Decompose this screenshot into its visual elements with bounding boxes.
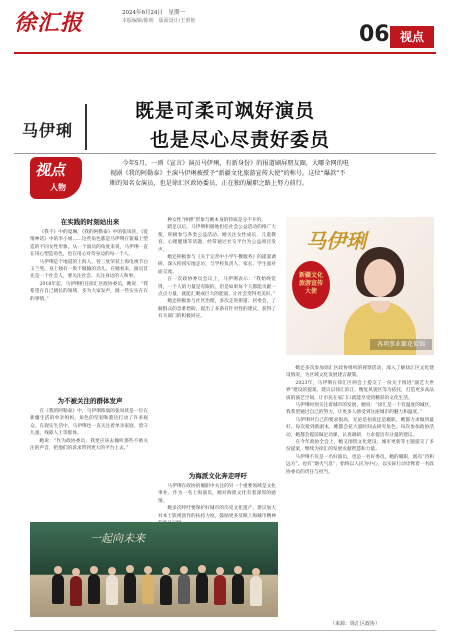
issue-date: 2024年6月24日 星期一 bbox=[122, 10, 185, 16]
badge-subtitle: 人物 bbox=[50, 183, 66, 192]
person-figure bbox=[142, 574, 154, 604]
portrait-photo bbox=[286, 217, 434, 355]
subheading-2: 为不被关注的群体发声 bbox=[57, 397, 123, 405]
paragraph: 踏足以后，马伊琍积极地担任社会公益活动的推广大使，积极参与各类公益活动。她关注女性成长、儿童教育、心理健康等话题，经常通过社交平台为公益项目发声。 bbox=[158, 225, 276, 253]
person-figure bbox=[196, 573, 208, 603]
person-figure bbox=[124, 573, 136, 603]
paragraph: 马伊琍在政协的履职中关注的另一个重要领域是文化事业。作为一名上海演员，她对海派文化有着深厚的感情。 bbox=[158, 484, 276, 504]
paragraph: 她还积极参与《关于完善中小学午餐服务》的提案调研，深入校园实地走访，与学校负责人、家长、学生面对面交流。 bbox=[158, 255, 276, 275]
emblem-text: 新疆文化旅游宣传大使 bbox=[298, 272, 323, 295]
subject-name: 马伊琍 bbox=[22, 121, 74, 140]
paragraph: 2023年，马伊琍在徐汇区两会上提交了一份关于推进“演艺大世界”建设的提案，建议以徐汇滨江、衡复风貌区等为依托，打造更多高品质的演艺空间，让市民在家门口就能享受到精彩的文化生活。 bbox=[286, 380, 434, 401]
badge-title: 视点 bbox=[35, 161, 66, 179]
paragraph: 马伊琍对自己的要求很高，无论是拍戏还是履职，她都力求做到最好。每次接到新剧本，她都会花大量时间去研究角色；每次参加政协活动，她都会提前做足功课，认真调研，力求提出有分量的建议。 bbox=[286, 417, 434, 438]
person-figure bbox=[214, 575, 226, 605]
column-2-text-continued bbox=[158, 483, 276, 527]
headline-line-2: 也是尽心尽责好委员 bbox=[150, 129, 331, 151]
headline-rule bbox=[14, 153, 436, 154]
group-photo bbox=[30, 522, 278, 617]
newspaper-logo: 徐汇报 bbox=[14, 10, 84, 36]
paragraph: 马伊琍不仅是一名好演员，也是一名好委员。她的履职，既有“诗和远方”，也有“烟火气息”，始终以人民为中心，以实际行动诠释着一名政协委员的责任与担当。 bbox=[286, 454, 434, 475]
paragraph: 她说：“作为政协委员，我更应该去倾听那些不被关注的声音，把他们的诉求带到更大的平台上去。” bbox=[30, 438, 148, 452]
paragraph: 种女性“拼搏”形象与她本身的特质是分不开的。 bbox=[167, 218, 266, 223]
person-figure bbox=[232, 574, 244, 604]
paragraph: 她还多次参加徐汇区政协组织的视察活动，深入了解徐汇区文化建设情况，为区域文化发展建言献策。 bbox=[286, 366, 434, 379]
lead-paragraph: 今年5月，一则《宣言》演员马伊琍，有新身份》的报道刷屏朋友圈，大哪全网的电视剧《我的阿勒泰》主演马伊琍被授予“新疆文化旅游宣传大使”的称号。这位“爆款”不断的知名女演员，也是徐汇区政协委员，正在独的履职之路上努力前行。 bbox=[110, 160, 350, 187]
edition-credits: 本版编辑/陈明 版面设计/王蕾艳 bbox=[122, 18, 196, 24]
column-2-text bbox=[158, 217, 276, 321]
paragraph: 《我不》中的夏琳，《我的阿勒泰》中的张凤侠，《爱情神话》中的李小姐……这些角色都是马伊琍在银幕上塑造的不同女性形象。从一个演员的角度来说，马伊琍一直在用心塑造角色，也在用心对待身边的每一个人。 bbox=[30, 230, 148, 258]
person-figure bbox=[160, 575, 172, 605]
column-1-text bbox=[30, 229, 148, 303]
headline-divider bbox=[85, 104, 87, 150]
paragraph: 2018年起，马伊琍担任徐汇区政协委员，她说：“我希望在自己擅长的领域，多为大家发声，做一些实实在在的事情。” bbox=[30, 281, 148, 302]
paragraph: 在一次政协委员会议上，马伊琍表示：“我始终觉得，一个人的力量是有限的，但是如果每个人都能贡献一点点力量，就能汇聚成巨大的能量，让社会变得更美好。” bbox=[158, 277, 276, 298]
subheading-1: 在实践的时刻站出来 bbox=[60, 218, 120, 226]
stage-banner-text: 一起向未来 bbox=[90, 532, 145, 545]
person-figure bbox=[88, 574, 100, 604]
paragraph: 马伊琍是个地道的上海人，曾三度荣获上海电视节白玉兰奖，身上独有一股不服输的劲儿。在她看来，演员首先是一个社会人，要关注社会、关注身边的人和事。 bbox=[30, 259, 148, 280]
paragraph: 她多次呼吁要保护好城市的历史文化遗产，建议加大对本土影视创作的扶持力度，鼓励更多反映上海城市精神 bbox=[158, 506, 276, 519]
column-1-text-continued bbox=[30, 408, 148, 452]
subheading-3: 为海派文化奔走呼吁 bbox=[188, 472, 248, 480]
headline-line-1: 既是可柔可飒好演员 bbox=[135, 100, 316, 122]
person-figure bbox=[250, 576, 262, 606]
person-figure bbox=[106, 575, 118, 605]
person-figure bbox=[178, 574, 190, 604]
column-badge bbox=[30, 157, 82, 199]
column-3-text bbox=[286, 365, 434, 476]
page-number: 06 bbox=[359, 22, 390, 47]
source-credit: （来源：徐汇区政协） bbox=[330, 621, 381, 627]
paragraph: 马伊琍时刻关注着城市的发展，她说：“徐汇是一个有温度的城区，我希望通过自己的努力，让更多人感受到这座城市的魅力和温度。” bbox=[286, 403, 434, 416]
masthead-divider bbox=[14, 52, 436, 54]
paragraph: 在《我的阿勒泰》中，马伊琍饰演的张凤侠是一位在新疆生活的单亲妈妈，角色的坚韧和豁达打动了许多观众。在现实生活中，马伊琍也一直关注着单亲家庭、留守儿童、残障人士等群体。 bbox=[30, 409, 148, 437]
person-face bbox=[364, 259, 396, 297]
section-label: 视点 bbox=[390, 26, 434, 48]
page-bottom-rule bbox=[14, 630, 436, 631]
person-figure bbox=[52, 574, 64, 604]
masthead bbox=[0, 0, 450, 50]
backdrop-gold-lettering: 马伊琍 bbox=[306, 229, 366, 253]
photo-caption: 各项事业繁花似锦 bbox=[370, 339, 432, 350]
person-figure bbox=[70, 576, 82, 606]
paragraph: 她还积极参与社区治理，多次走进街道、居委会，了解群众的急难愁盼，提出了多条有针对性的建议，获得了有关部门的积极回应。 bbox=[158, 299, 276, 320]
paragraph: 在今年政协全会上，她又围绕文化建设、城市更新等主题提交了多份提案，继续为徐汇的发展贡献智慧和力量。 bbox=[286, 440, 434, 453]
